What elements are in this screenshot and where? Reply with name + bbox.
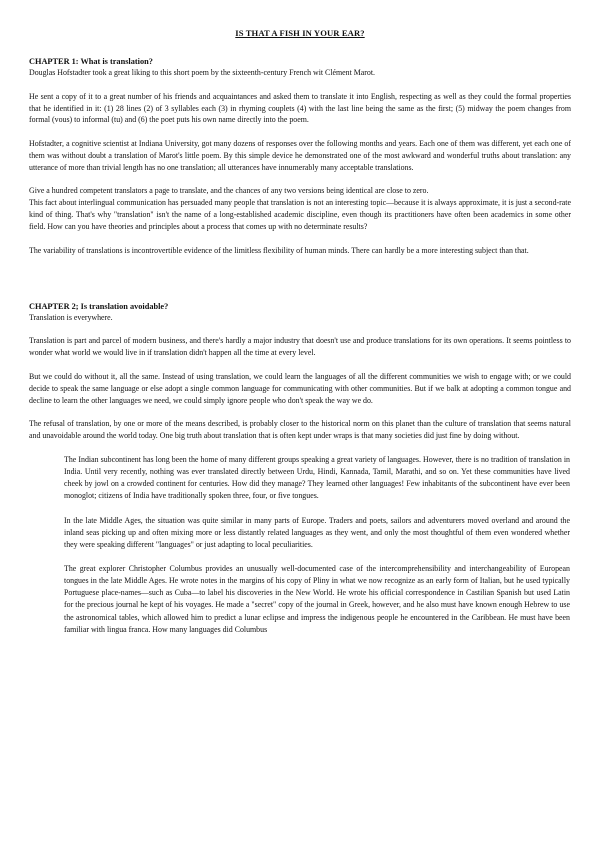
document-title: IS THAT A FISH IN YOUR EAR? xyxy=(235,28,365,38)
paragraph: But we could do without it, all the same. Instead of using translation, we could learn the languages of all the different communities we wish to engage with; or we could decide to speak the same language or else adopt a single common language for communicating with other communities. But if we balk at adopting a common tongue and decline to learn the other languages we need, we could simply ignore people who don't speak the way we do. xyxy=(29,371,571,405)
paragraph: Give a hundred competent translators a page to translate, and the chances of any two versions being identical are close to zero. xyxy=(29,186,429,196)
paragraph: Hofstadter, a cognitive scientist at Indiana University, got many dozens of responses over the following months and years. Each one of them was different, yet each one of them was without doubt a translation of Marot's little poem. By this simple device he demonstrated one of the most awkward and wonderful truths about translation: any utterance of more than trivial length has no one translation; all utterances have innumerably many acceptable translations. xyxy=(29,139,571,172)
document-page xyxy=(29,28,571,636)
quote-paragraph: The great explorer Christopher Columbus provides an unusually well-documented case of the intercomprehensibility and interchangeability of European tongues in the late Middle Ages. He wrote notes in the margins of his copy of Pliny in what we now recognize as an early form of Italian, but he used typically Portuguese place-names—such as Cuba—to label his discoveries in the New World. He wrote his official correspondence in Castilian Spanish but used Latin for the precious journal he kept of his voyages. He made a "secret" copy of the journal in Greek, however, and he also must have known enough Hebrew to use the astronomical tables, which allowed him to predict a lunar eclipse and impress the indigenous people he encountered in the Caribbean. He must have been familiar with lingua franca. How many languages did Columbus xyxy=(64,564,570,634)
paragraph: Translation is everywhere. xyxy=(29,312,113,322)
paragraph: The variability of translations is incontrovertible evidence of the limitless flexibility of human minds. There can hardly be a more interesting subject than that. xyxy=(29,245,529,255)
paragraph: He sent a copy of it to a great number of his friends and acquaintances and asked them to translate it into English, respecting as well as they could the formal properties that he identified in it: (1) 28 lines (2) of 3 syllables each (3) in rhyming couplets (4) with the last line being the same as the first; (5) midway the poem changes from formal (vous) to informal (tu) and (6) the poet puts his own name directly into the poem. xyxy=(29,91,571,125)
block-quote xyxy=(64,454,570,636)
chapter-1-heading: CHAPTER 1: What is translation? xyxy=(29,57,153,66)
paragraph: This fact about interlingual communication has persuaded many people that translation is not an interesting topic—because it is always approximate, it is just a second-rate kind of thing. That's why "translation" isn't the name of a long-established academic discipline, even though its practitioners have often been academics in some other field. How can you have theories and principles about a process that comes up with no determinate results? xyxy=(29,198,571,232)
quote-paragraph: In the late Middle Ages, the situation was quite similar in many parts of Europe. Traders and poets, sailors and adventurers moved overland and around the inland seas picking up and often mixing more or less distantly related languages as they went, and only the most thoughtful of them even wondered whether they were speaking different "languages" or just adapting to local peculiarities. xyxy=(64,515,570,549)
chapter-2-heading: CHAPTER 2; Is translation avoidable? xyxy=(29,301,169,311)
paragraph: The refusal of translation, by one or more of the means described, is probably closer to the historical norm on this planet than the culture of translation that seems natural and unavoidable around the world today. One big truth about translation that is often kept under wraps is that many societies did just fine by doing without. xyxy=(29,419,571,441)
paragraph: Douglas Hofstadter took a great liking to this short poem by the sixteenth-century French wit Clément Marot. xyxy=(29,68,376,77)
paragraph: Translation is part and parcel of modern business, and there's hardly a major industry that doesn't use and produce translations for its own operations. It seems pointless to wonder what world we would live in if translation didn't happen all the time at every level. xyxy=(29,336,571,358)
quote-paragraph: The Indian subcontinent has long been the home of many different groups speaking a great variety of languages. However, there is no tradition of translation in India. Until very recently, nothing was ever translated directly between Urdu, Hindi, Kannada, Tamil, Marathi, and so on. Yet these communities have lived cheek by jowl on a crowded continent for centuries. How did they manage? They learned other languages! Few inhabitants of the subcontinent have ever been monoglot; citizens of India have traditionally spoken three, four, or five tongues. xyxy=(64,455,570,501)
